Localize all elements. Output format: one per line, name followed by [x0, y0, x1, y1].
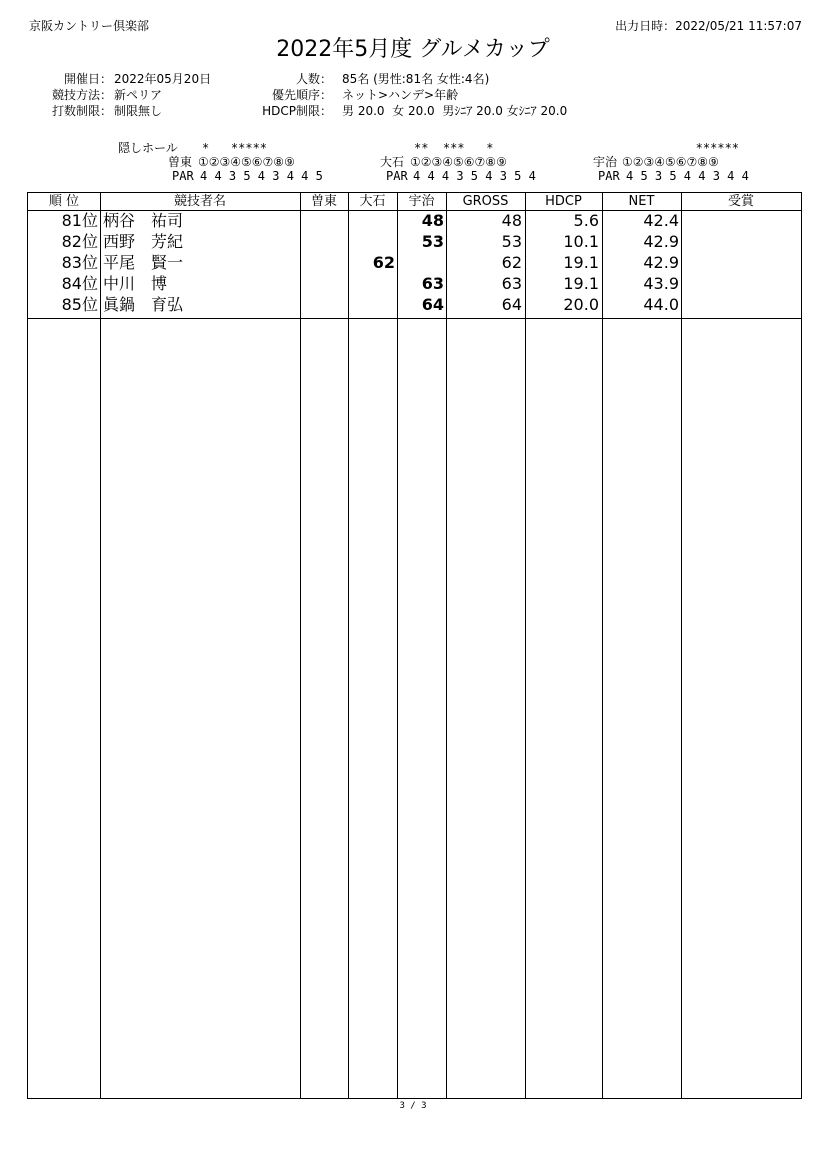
row-1-name: 柄谷 祐司: [103, 211, 184, 230]
course-1-hole-numbers: ①②③④⑤⑥⑦⑧⑨: [198, 155, 295, 169]
row-5-net: 44.0: [643, 295, 679, 314]
row-4-gross: 63: [501, 274, 522, 293]
row-4-net: 43.9: [643, 274, 679, 293]
rows-end-divider: [28, 318, 801, 319]
hdcp-limit-label: HDCP制限：: [262, 104, 332, 118]
page-number: 3 / 3: [399, 1101, 427, 1111]
method-value: 新ペリア: [114, 88, 163, 102]
date-value: 2022年05月20日: [114, 72, 212, 86]
row-4-course-3: 63: [421, 274, 444, 293]
row-2-award: [684, 232, 799, 252]
row-5-rank: 85位: [61, 295, 98, 314]
limit-label: 打数制限：: [51, 104, 112, 118]
col-header-course-2: 大石: [359, 194, 386, 209]
row-1-course-2: [348, 211, 395, 231]
col-divider: [397, 193, 398, 1098]
course-1-par-values: 4 4 3 5 4 3 4 4 5: [200, 169, 323, 183]
printed-timestamp: 出力日時：2022/05/21 11:57:07: [615, 19, 802, 33]
row-1-hdcp: 5.6: [573, 211, 599, 230]
row-2-net: 42.9: [643, 232, 679, 251]
row-1-course-1: [300, 211, 346, 231]
row-3-rank: 83位: [61, 253, 98, 272]
count-value: 85名 (男性:81名 女性:4名): [342, 72, 490, 86]
col-divider: [525, 193, 526, 1098]
row-4-award: [684, 274, 799, 294]
row-3-course-3: [397, 253, 444, 273]
page-title: 2022年5月度 グルメカップ: [276, 37, 550, 62]
row-4-hdcp: 19.1: [563, 274, 599, 293]
course-3-hole-numbers: ①②③④⑤⑥⑦⑧⑨: [622, 155, 719, 169]
col-header-hdcp: HDCP: [545, 194, 582, 209]
course-3-par-label: PAR: [598, 169, 620, 183]
date-label: 開催日：: [63, 72, 112, 86]
row-1-gross: 48: [501, 211, 522, 230]
row-3-net: 42.9: [643, 253, 679, 272]
row-4-rank: 84位: [61, 274, 98, 293]
row-4-course-2: [348, 274, 395, 294]
row-5-course-3: 64: [421, 295, 444, 314]
row-4-name: 中川 博: [103, 274, 168, 293]
col-divider: [100, 193, 101, 1098]
count-label: 人数：: [295, 72, 332, 86]
row-3-course-2: 62: [372, 253, 395, 272]
row-2-course-2: [348, 232, 395, 252]
col-header-course-1: 曽東: [310, 194, 337, 209]
col-divider: [602, 193, 603, 1098]
method-label: 競技方法：: [51, 88, 112, 102]
hdcp-limit-value: 男 20.0 女 20.0 男ｼﾆｱ 20.0 女ｼﾆｱ 20.0: [342, 104, 568, 118]
row-1-net: 42.4: [643, 211, 679, 230]
row-5-course-2: [348, 295, 395, 315]
col-header-gross: GROSS: [462, 194, 509, 209]
col-divider: [681, 193, 682, 1098]
col-header-name: 競技者名: [173, 194, 226, 209]
club-name: 京阪カントリー倶楽部: [29, 19, 150, 33]
row-5-hdcp: 20.0: [563, 295, 599, 314]
hidden-marks-course-1: * *****: [202, 141, 282, 155]
col-header-rank: 順 位: [48, 194, 80, 209]
row-3-award: [684, 253, 799, 273]
course-1-par-label: PAR: [172, 169, 194, 183]
col-divider: [446, 193, 447, 1098]
course-2-par-label: PAR: [386, 169, 408, 183]
row-4-course-1: [300, 274, 346, 294]
limit-value: 制限無し: [114, 104, 163, 118]
row-2-gross: 53: [501, 232, 522, 251]
row-2-rank: 82位: [61, 232, 98, 251]
row-5-course-1: [300, 295, 346, 315]
col-divider: [348, 193, 349, 1098]
row-1-award: [684, 211, 799, 231]
col-header-net: NET: [628, 194, 655, 209]
row-5-gross: 64: [501, 295, 522, 314]
hidden-marks-course-2: ** *** *: [414, 141, 494, 155]
course-3-par-values: 4 5 3 5 4 4 3 4 4: [626, 169, 749, 183]
course-2-par-values: 4 4 4 3 5 4 3 5 4: [413, 169, 536, 183]
row-3-gross: 62: [501, 253, 522, 272]
course-2-hole-numbers: ①②③④⑤⑥⑦⑧⑨: [410, 155, 507, 169]
row-2-course-3: 53: [421, 232, 444, 251]
col-header-course-3: 宇治: [408, 194, 435, 209]
row-2-hdcp: 10.1: [563, 232, 599, 251]
course-3-name: 宇治: [593, 155, 618, 169]
row-2-course-1: [300, 232, 346, 252]
row-5-award: [684, 295, 799, 315]
priority-label: 優先順序：: [271, 88, 332, 102]
row-1-rank: 81位: [61, 211, 98, 230]
hidden-marks-course-3: ******: [674, 141, 740, 155]
row-3-course-1: [300, 253, 346, 273]
row-1-course-3: 48: [421, 211, 444, 230]
priority-value: ネット>ハンデ>年齢: [342, 88, 459, 102]
row-3-hdcp: 19.1: [563, 253, 599, 272]
results-table: [27, 192, 802, 1099]
course-1-name: 曽東: [168, 155, 193, 169]
row-3-name: 平尾 賢一: [103, 253, 184, 272]
col-header-award: 受賞: [727, 194, 754, 209]
col-divider: [300, 193, 301, 1098]
row-2-name: 西野 芳紀: [103, 232, 184, 251]
row-5-name: 眞鍋 育弘: [103, 295, 184, 314]
hidden-hole-label: 隠しホール: [118, 141, 178, 155]
course-2-name: 大石: [380, 155, 405, 169]
